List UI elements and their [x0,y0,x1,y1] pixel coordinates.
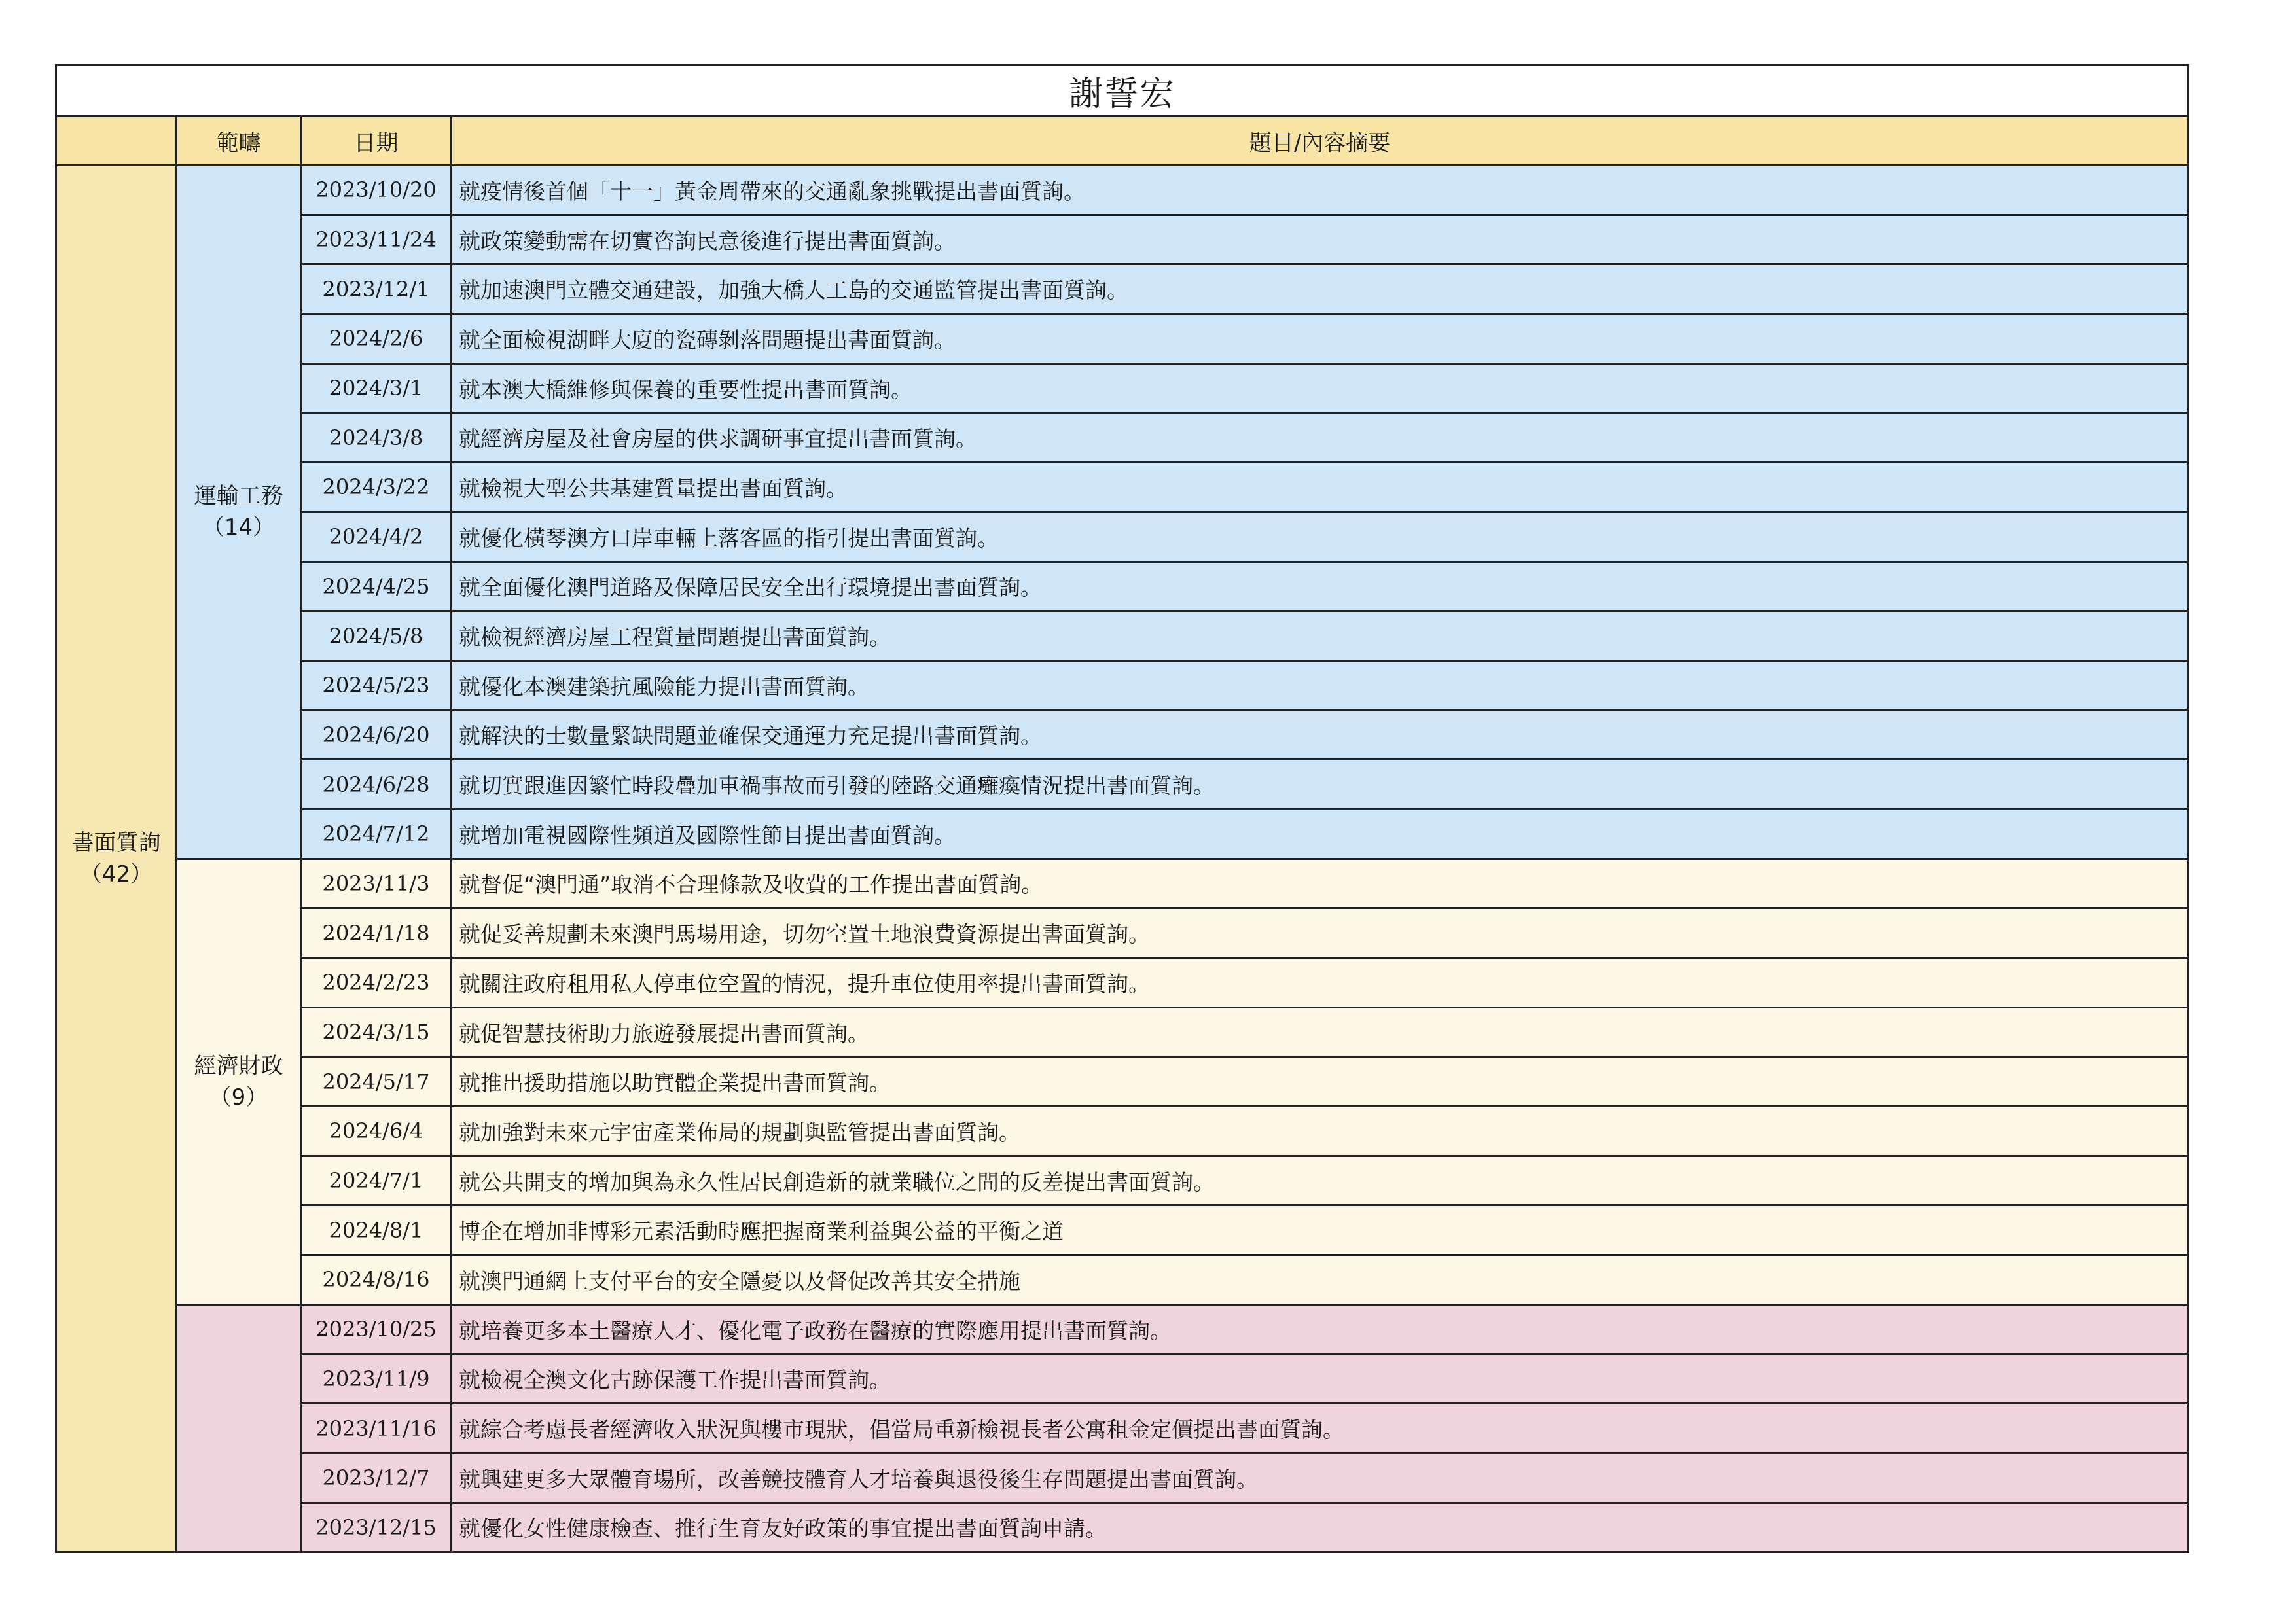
summary-cell: 就加強對未來元宇宙產業佈局的規劃與監管提出書面質詢。 [452,1107,2189,1156]
date-cell: 2024/4/2 [301,512,452,562]
summary-cell: 就優化橫琴澳方口岸車輛上落客區的指引提出書面質詢。 [452,512,2189,562]
summary-cell: 就經濟房屋及社會房屋的供求調研事宜提出書面質詢。 [452,413,2189,463]
summary-cell: 就促妥善規劃未來澳門馬場用途，切勿空置土地浪費資源提出書面質詢。 [452,908,2189,958]
date-cell: 2024/7/1 [301,1156,452,1205]
summary-cell: 就疫情後首個「十一」黃金周帶來的交通亂象挑戰提出書面質詢。 [452,166,2189,215]
table-row [56,1453,2189,1503]
table-row [56,314,2189,364]
top-category-count: （42） [79,861,153,888]
date-cell: 2024/5/23 [301,660,452,710]
summary-cell: 就公共開支的增加與為永久性居民創造新的就業職位之間的反差提出書面質詢。 [452,1156,2189,1205]
table-row [56,1007,2189,1057]
group-category-cell [177,166,301,859]
summary-cell: 就全面檢視湖畔大廈的瓷磚剝落問題提出書面質詢。 [452,314,2189,364]
summary-cell: 就培養更多本土醫療人才、優化電子政務在醫療的實際應用提出書面質詢。 [452,1304,2189,1354]
table-row [56,264,2189,314]
summary-cell: 就關注政府租用私人停車位空置的情況，提升車位使用率提出書面質詢。 [452,958,2189,1008]
date-cell: 2024/6/28 [301,760,452,810]
date-cell: 2024/4/25 [301,562,452,611]
date-cell: 2024/3/8 [301,413,452,463]
group-category-label: 運輸工務 [194,483,283,510]
table-row [56,1107,2189,1156]
date-cell: 2024/6/20 [301,710,452,760]
table-row [56,1255,2189,1305]
date-cell: 2024/3/15 [301,1007,452,1057]
table-row [56,512,2189,562]
summary-cell: 就檢視經濟房屋工程質量問題提出書面質詢。 [452,611,2189,661]
date-cell: 2024/5/8 [301,611,452,661]
header-row [56,116,2189,166]
summary-cell: 就督促“澳門通”取消不合理條款及收費的工作提出書面質詢。 [452,859,2189,908]
summary-cell: 就切實跟進因繁忙時段疊加車禍事故而引發的陸路交通癱瘓情況提出書面質詢。 [452,760,2189,810]
table-row [56,413,2189,463]
group-category-count: （14） [202,514,276,541]
table-row [56,1156,2189,1205]
date-cell: 2024/5/17 [301,1057,452,1107]
date-cell: 2023/11/3 [301,859,452,908]
header-summary: 題目/內容摘要 [452,116,2189,166]
date-cell: 2023/12/15 [301,1503,452,1552]
table-row [56,859,2189,908]
table-row [56,1354,2189,1404]
date-cell: 2023/10/25 [301,1304,452,1354]
table-row [56,958,2189,1008]
date-cell: 2024/3/22 [301,463,452,512]
summary-cell: 就檢視全澳文化古跡保護工作提出書面質詢。 [452,1354,2189,1404]
table-row [56,1503,2189,1552]
table-row [56,166,2189,215]
summary-cell: 就推出援助措施以助實體企業提出書面質詢。 [452,1057,2189,1107]
group-category-label: 經濟財政 [194,1052,283,1079]
summary-cell: 就本澳大橋維修與保養的重要性提出書面質詢。 [452,363,2189,413]
summary-cell: 就全面優化澳門道路及保障居民安全出行環境提出書面質詢。 [452,562,2189,611]
date-cell: 2024/1/18 [301,908,452,958]
date-cell: 2024/3/1 [301,363,452,413]
table-row [56,1404,2189,1454]
summary-cell: 就促智慧技術助力旅遊發展提出書面質詢。 [452,1007,2189,1057]
header-category: 範疇 [177,116,301,166]
page-title: 謝誓宏 [56,65,2189,116]
date-cell: 2024/6/4 [301,1107,452,1156]
date-cell: 2024/7/12 [301,809,452,859]
table-row [56,562,2189,611]
summary-cell: 博企在增加非博彩元素活動時應把握商業利益與公益的平衡之道 [452,1205,2189,1255]
summary-cell: 就解決的士數量緊缺問題並確保交通運力充足提出書面質詢。 [452,710,2189,760]
date-cell: 2024/8/1 [301,1205,452,1255]
table-row [56,463,2189,512]
date-cell: 2024/8/16 [301,1255,452,1305]
date-cell: 2023/11/24 [301,215,452,264]
group-category-count: （9） [209,1084,268,1111]
table-row [56,710,2189,760]
summary-cell: 就澳門通網上支付平台的安全隱憂以及督促改善其安全措施 [452,1255,2189,1305]
header-blank [56,116,177,166]
group-category-cell [177,1304,301,1552]
group-category-cell [177,859,301,1304]
summary-cell: 就增加電視國際性頻道及國際性節目提出書面質詢。 [452,809,2189,859]
summary-cell: 就政策變動需在切實咨詢民意後進行提出書面質詢。 [452,215,2189,264]
summary-cell: 就優化女性健康檢查、推行生育友好政策的事宜提出書面質詢申請。 [452,1503,2189,1552]
date-cell: 2023/11/16 [301,1404,452,1454]
table-row [56,760,2189,810]
summary-cell: 就興建更多大眾體育場所，改善競技體育人才培養與退役後生存問題提出書面質詢。 [452,1453,2189,1503]
inquiry-table [55,64,2189,1553]
summary-cell: 就綜合考慮長者經濟收入狀況與樓市現狀，倡當局重新檢視長者公寓租金定價提出書面質詢。 [452,1404,2189,1454]
summary-cell: 就檢視大型公共基建質量提出書面質詢。 [452,463,2189,512]
header-date: 日期 [301,116,452,166]
table-row [56,611,2189,661]
top-category-cell [56,166,177,1552]
table-row [56,809,2189,859]
table-row [56,1205,2189,1255]
table-row [56,660,2189,710]
date-cell: 2024/2/23 [301,958,452,1008]
date-cell: 2023/11/9 [301,1354,452,1404]
summary-cell: 就優化本澳建築抗風險能力提出書面質詢。 [452,660,2189,710]
table-row [56,215,2189,264]
date-cell: 2024/2/6 [301,314,452,364]
table-row [56,908,2189,958]
date-cell: 2023/12/1 [301,264,452,314]
table-row [56,363,2189,413]
table-row [56,1057,2189,1107]
table-row [56,1304,2189,1354]
date-cell: 2023/10/20 [301,166,452,215]
date-cell: 2023/12/7 [301,1453,452,1503]
summary-cell: 就加速澳門立體交通建設，加強大橋人工島的交通監管提出書面質詢。 [452,264,2189,314]
top-category-label: 書面質詢 [71,830,161,857]
